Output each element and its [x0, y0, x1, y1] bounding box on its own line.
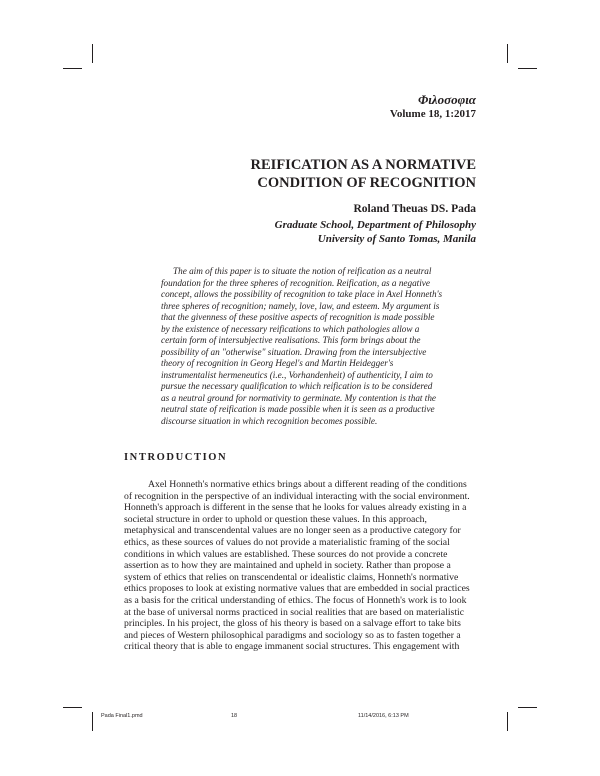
body-line: at the base of universal norms practiced in social realities that are based on materialistic	[124, 606, 465, 618]
title-line: REIFICATION AS A NORMATIVE	[250, 157, 476, 173]
body-line: principles. In his project, the gloss of his theory is based on a salvage effort to take bits	[124, 618, 461, 630]
body-line: system of ethics that relies on transcendental or idealistic claims, Honneth's normative	[124, 571, 459, 583]
crop-mark	[507, 712, 508, 731]
affiliation-line: University of Santo Tomas, Manila	[317, 233, 476, 245]
crop-mark	[507, 44, 508, 63]
abstract-line: neutral state of reification is made possible when it is seen as a productive	[161, 404, 435, 414]
crop-mark	[92, 712, 93, 731]
title-line: CONDITION OF RECOGNITION	[257, 175, 476, 191]
body-line: Honneth's approach is different in the sense that he looks for values already existing in a	[124, 502, 467, 514]
crop-mark	[63, 68, 82, 69]
abstract-line: concept, allows the possibility of recognition to take place in Axel Honneth's	[161, 289, 443, 299]
body-line: societal structure in order to uphold or question these values. In this approach,	[124, 513, 427, 525]
crop-mark	[92, 44, 93, 63]
abstract-line: foundation for the three spheres of recognition. Reification, as a negative	[161, 277, 430, 288]
body-line: Axel Honneth's normative ethics brings about a different reading of the conditions	[148, 479, 467, 490]
crop-mark	[63, 707, 82, 708]
body-line: critical theory that is able to engage immanent social structures. This engagement with	[124, 641, 460, 653]
article-title	[124, 156, 476, 192]
crop-mark	[518, 707, 537, 708]
body-line: ethics, as these sources of values do not provide a materialistic framing of the social	[124, 536, 450, 548]
abstract-line: by the existence of necessary reifications to which pathologies allow a	[161, 323, 420, 334]
abstract-line: instrumentalist hermeneutics (i.e., Vorhandenheit) of authenticity, I aim to	[161, 369, 433, 380]
footer-filename: Pada Final1.pmd	[101, 713, 143, 719]
body-paragraph	[124, 479, 476, 653]
footer-page-number: 18	[231, 713, 238, 719]
abstract-line: certain form of intersubjective realisations. This form brings about the	[161, 335, 421, 345]
abstract	[161, 266, 474, 427]
abstract-line: theory of recognition in Georg Hegel's and Martin Heidegger's	[161, 358, 394, 368]
body-line: of recognition in the perspective of an individual interacting with the social environment.	[124, 490, 470, 502]
crop-mark	[518, 68, 537, 69]
affiliation-line: Graduate School, Department of Philosophy	[274, 219, 476, 231]
abstract-line: discourse situation in which recognition becomes possible.	[161, 415, 378, 426]
body-line: assertion as to how they are maintained and upheld in society. Rather than propose a	[124, 560, 451, 572]
author-name: Roland Theuas DS. Pada	[353, 203, 476, 215]
abstract-line: pursue the necessary qualification to which reification is to be considered	[161, 381, 433, 391]
abstract-line: The aim of this paper is to situate the notion of reification as a neutral	[173, 266, 432, 276]
body-line: as a basis for the critical understanding of ethics. The focus of Honneth's work is to look	[124, 594, 467, 606]
body-line: metaphysical and transcendental values are no longer seen as a productive category for	[124, 525, 461, 537]
journal-volume: Volume 18, 1:2017	[389, 108, 476, 120]
abstract-line: three spheres of recognition; namely, love, law, and esteem. My argument is	[161, 300, 440, 311]
body-line: conditions in which values are established. These sources do not provide a concrete	[124, 548, 448, 560]
abstract-line: that the givenness of these positive aspects of recognition is made possible	[161, 312, 435, 322]
body-line: and pieces of Western philosophical paradigms and sociology so as to fasten together a	[124, 629, 461, 641]
abstract-line: possibility of an "otherwise" situation. Drawing from the intersubjective	[161, 346, 427, 357]
journal-name: Φιλοσοφια	[417, 92, 476, 107]
footer-datetime: 11/14/2016, 6:13 PM	[358, 713, 409, 719]
abstract-line: as a neutral ground for normativity to germinate. My contention is that the	[161, 392, 437, 403]
body-line: ethics proposes to look at existing normative values that are embedded in social practices	[124, 583, 470, 595]
section-heading: INTRODUCTION	[124, 452, 228, 463]
